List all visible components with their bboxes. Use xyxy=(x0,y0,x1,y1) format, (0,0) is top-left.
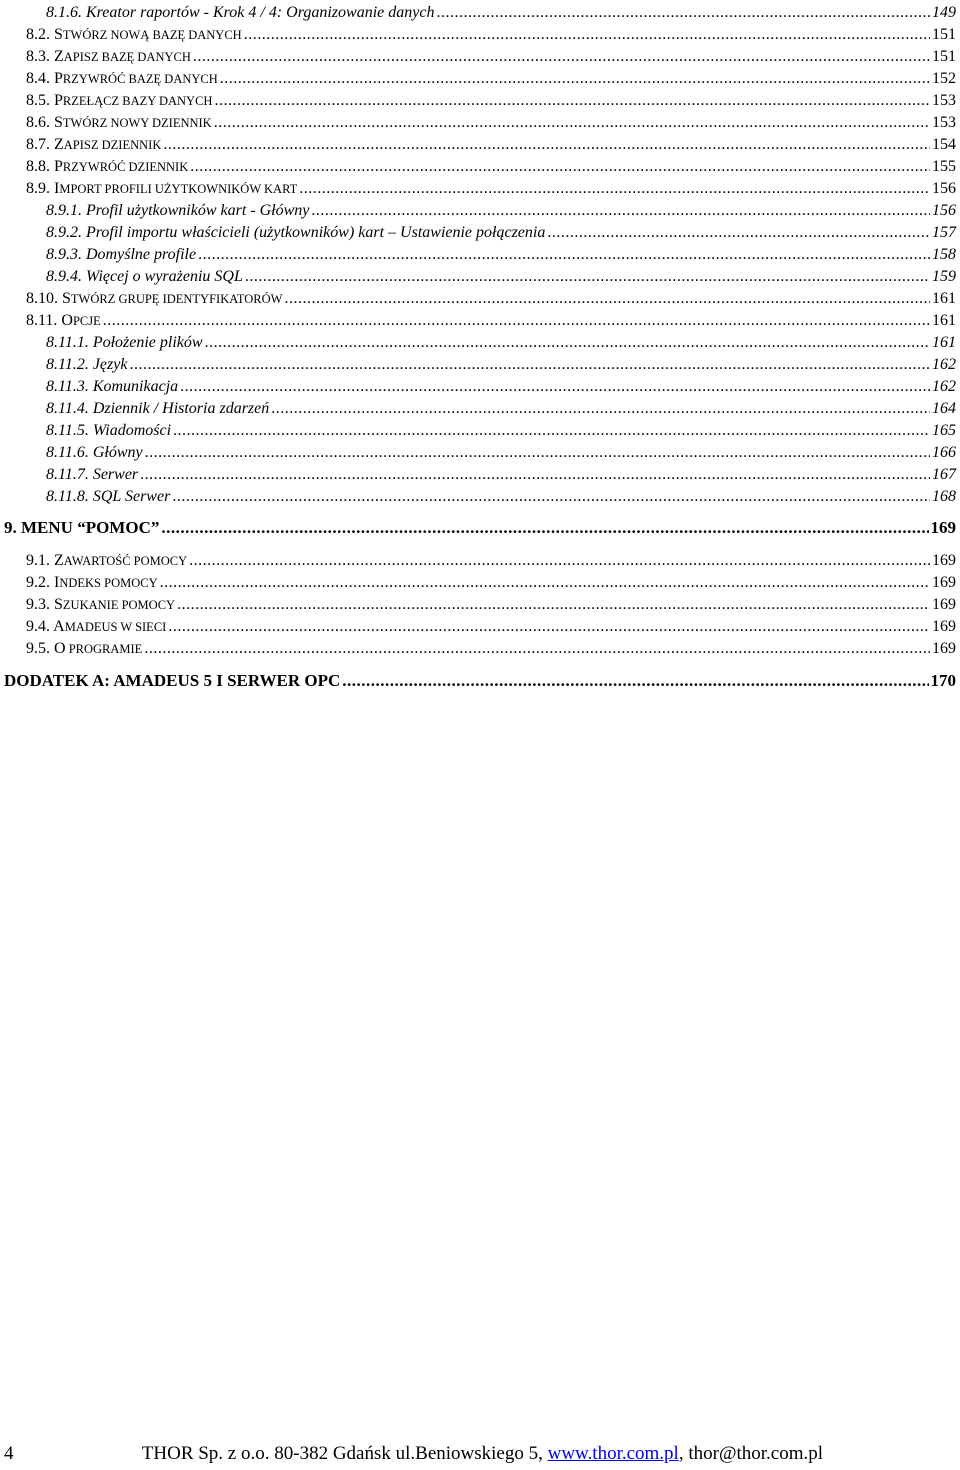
toc-leader-dots xyxy=(140,464,930,486)
toc-entry[interactable] xyxy=(46,200,956,222)
toc-entry[interactable] xyxy=(46,332,956,354)
company-info: THOR Sp. z o.o. 80-382 Gdańsk ul.Beniowskiego 5, xyxy=(141,1443,548,1464)
toc-entry-label: 8.7. ZAPISZ DZIENNIK xyxy=(26,136,162,153)
toc-page-number: 155 xyxy=(932,158,956,175)
toc-entry-label: 9.4. AMADEUS W SIECI xyxy=(26,618,167,635)
toc-entry[interactable] xyxy=(26,288,956,310)
page-footer xyxy=(0,1442,960,1466)
toc-leader-dots xyxy=(163,134,930,156)
toc-entry[interactable] xyxy=(46,2,956,24)
toc-entry-label: 9.3. SZUKANIE POMOCY xyxy=(26,596,176,613)
website-link[interactable]: www.thor.com.pl xyxy=(547,1443,679,1464)
toc-page-number: 169 xyxy=(932,596,956,613)
toc-leader-dots xyxy=(173,420,930,442)
toc-leader-dots xyxy=(311,200,930,222)
toc-entry[interactable] xyxy=(46,486,956,508)
toc-page-number: 170 xyxy=(930,671,956,690)
toc-entry-label: 8.11.4. Dziennik / Historia zdarzeń xyxy=(46,400,270,417)
toc-entry[interactable] xyxy=(46,266,956,288)
toc-leader-dots xyxy=(245,266,930,288)
toc-entry-label: 8.9. IMPORT PROFILI UŻYTKOWNIKÓW KART xyxy=(26,180,298,197)
toc-entry[interactable] xyxy=(26,594,956,616)
footer-address xyxy=(142,1442,823,1466)
toc-page-number: 159 xyxy=(932,268,956,285)
toc-entry[interactable] xyxy=(26,134,956,156)
toc-entry-label: 8.8. PRZYWRÓĆ DZIENNIK xyxy=(26,158,189,175)
toc-page-number: 169 xyxy=(932,640,956,657)
toc-page-number: 169 xyxy=(932,552,956,569)
toc-leader-dots xyxy=(342,670,928,692)
toc-page-number: 169 xyxy=(932,574,956,591)
toc-page-number: 152 xyxy=(932,70,956,87)
toc-page-number: 161 xyxy=(932,312,956,329)
toc-page-number: 168 xyxy=(932,488,956,505)
toc-leader-dots xyxy=(284,288,930,310)
toc-entry-label: 8.11.6. Główny xyxy=(46,444,143,461)
toc-page-number: 166 xyxy=(932,444,956,461)
toc-entry[interactable] xyxy=(46,464,956,486)
toc-entry-label: 9. MENU “POMOC” xyxy=(4,518,160,537)
toc-entry[interactable] xyxy=(26,112,956,134)
toc-leader-dots xyxy=(205,332,930,354)
toc-entry[interactable] xyxy=(46,354,956,376)
toc-leader-dots xyxy=(129,354,930,376)
toc-entry-label: 8.11. OPCJE xyxy=(26,312,101,329)
toc-page-number: 158 xyxy=(932,246,956,263)
toc-entry[interactable] xyxy=(26,310,956,332)
page-number: 4 xyxy=(4,1443,14,1464)
toc-leader-dots xyxy=(190,156,930,178)
toc-entry[interactable] xyxy=(46,442,956,464)
toc-entry[interactable] xyxy=(26,550,956,572)
toc-leader-dots xyxy=(144,638,930,660)
toc-entry[interactable] xyxy=(26,638,956,660)
toc-leader-dots xyxy=(103,310,930,332)
toc-leader-dots xyxy=(198,244,930,266)
toc-leader-dots xyxy=(299,178,930,200)
toc-page-number: 164 xyxy=(932,400,956,417)
toc-entry-label: 8.11.3. Komunikacja xyxy=(46,378,179,395)
toc-page-number: 151 xyxy=(932,26,956,43)
toc-entry-label: 8.11.2. Język xyxy=(46,356,128,373)
toc-entry-label: 8.5. PRZEŁĄCZ BAZY DANYCH xyxy=(26,92,213,109)
toc-entry[interactable] xyxy=(26,68,956,90)
toc-entry[interactable] xyxy=(4,670,956,692)
toc-leader-dots xyxy=(436,2,930,24)
toc-entry-label: 9.2. INDEKS POMOCY xyxy=(26,574,158,591)
toc-page-number: 161 xyxy=(932,290,956,307)
toc-page-number: 162 xyxy=(932,356,956,373)
toc-entry[interactable] xyxy=(26,46,956,68)
toc-page-number: 162 xyxy=(932,378,956,395)
toc-entry-label: 8.11.1. Położenie plików xyxy=(46,334,203,351)
toc-entry-label: 8.6. STWÓRZ NOWY DZIENNIK xyxy=(26,114,212,131)
toc-entry-label: 8.11.7. Serwer xyxy=(46,466,139,483)
toc-leader-dots xyxy=(244,24,930,46)
toc-entry[interactable] xyxy=(26,178,956,200)
toc-entry[interactable] xyxy=(26,616,956,638)
toc-leader-dots xyxy=(145,442,930,464)
toc-entry[interactable] xyxy=(46,398,956,420)
footer-email: , thor@thor.com.pl xyxy=(678,1443,823,1464)
toc-page-number: 169 xyxy=(932,618,956,635)
toc-entry-label: 9.5. O PROGRAMIE xyxy=(26,640,143,657)
toc-entry[interactable] xyxy=(46,244,956,266)
toc-entry-label: 8.1.6. Kreator raportów - Krok 4 / 4: Organizowanie danych xyxy=(46,4,435,21)
toc-entry[interactable] xyxy=(46,420,956,442)
toc-entry[interactable] xyxy=(26,24,956,46)
toc-page-number: 169 xyxy=(930,518,956,537)
toc-page-number: 165 xyxy=(932,422,956,439)
toc-leader-dots xyxy=(547,222,930,244)
toc-entry[interactable] xyxy=(46,222,956,244)
toc-page-number: 156 xyxy=(932,180,956,197)
toc-entry-label: 8.11.5. Wiadomości xyxy=(46,422,172,439)
toc-entry[interactable] xyxy=(46,376,956,398)
toc-page-number: 154 xyxy=(932,136,956,153)
toc-entry-label: 8.3. ZAPISZ BAZĘ DANYCH xyxy=(26,48,191,65)
toc-leader-dots xyxy=(220,68,930,90)
toc-page-number: 149 xyxy=(932,4,956,21)
toc-page-number: 153 xyxy=(932,92,956,109)
toc-page-number: 153 xyxy=(932,114,956,131)
toc-entry-label: 8.4. PRZYWRÓĆ BAZĘ DANYCH xyxy=(26,70,218,87)
toc-entry-label: 8.9.4. Więcej o wyrażeniu SQL xyxy=(46,268,243,285)
toc-page-number: 167 xyxy=(932,466,956,483)
toc-leader-dots xyxy=(214,90,930,112)
toc-leader-dots xyxy=(189,550,930,572)
toc-entry[interactable] xyxy=(26,90,956,112)
toc-leader-dots xyxy=(214,112,930,134)
toc-entry-label: 8.2. STWÓRZ NOWĄ BAZĘ DANYCH xyxy=(26,26,242,43)
toc-entry[interactable] xyxy=(26,156,956,178)
toc-entry-label: DODATEK A: AMADEUS 5 I SERWER OPC xyxy=(4,671,341,690)
toc-leader-dots xyxy=(168,616,930,638)
toc-page-number: 151 xyxy=(932,48,956,65)
toc-page-number: 156 xyxy=(932,202,956,219)
toc-leader-dots xyxy=(271,398,930,420)
toc-page-number: 161 xyxy=(932,334,956,351)
toc-entry-label: 8.11.8. SQL Serwer xyxy=(46,488,171,505)
toc-entry-label: 8.10. STWÓRZ GRUPĘ IDENTYFIKATORÓW xyxy=(26,290,283,307)
toc-page-number: 157 xyxy=(932,224,956,241)
toc-entry-label: 9.1. ZAWARTOŚĆ POMOCY xyxy=(26,552,188,569)
toc-leader-dots xyxy=(160,572,930,594)
toc-leader-dots xyxy=(177,594,930,616)
toc-entry-label: 8.9.3. Domyślne profile xyxy=(46,246,197,263)
toc-leader-dots xyxy=(193,46,930,68)
toc-entry-label: 8.9.2. Profil importu właścicieli (użytkowników) kart – Ustawienie połączenia xyxy=(46,224,546,241)
toc-entry[interactable] xyxy=(4,517,956,539)
toc-entry[interactable] xyxy=(26,572,956,594)
toc-leader-dots xyxy=(172,486,930,508)
toc-entry-label: 8.9.1. Profil użytkowników kart - Główny xyxy=(46,202,310,219)
toc-leader-dots xyxy=(180,376,930,398)
toc-leader-dots xyxy=(161,517,928,539)
